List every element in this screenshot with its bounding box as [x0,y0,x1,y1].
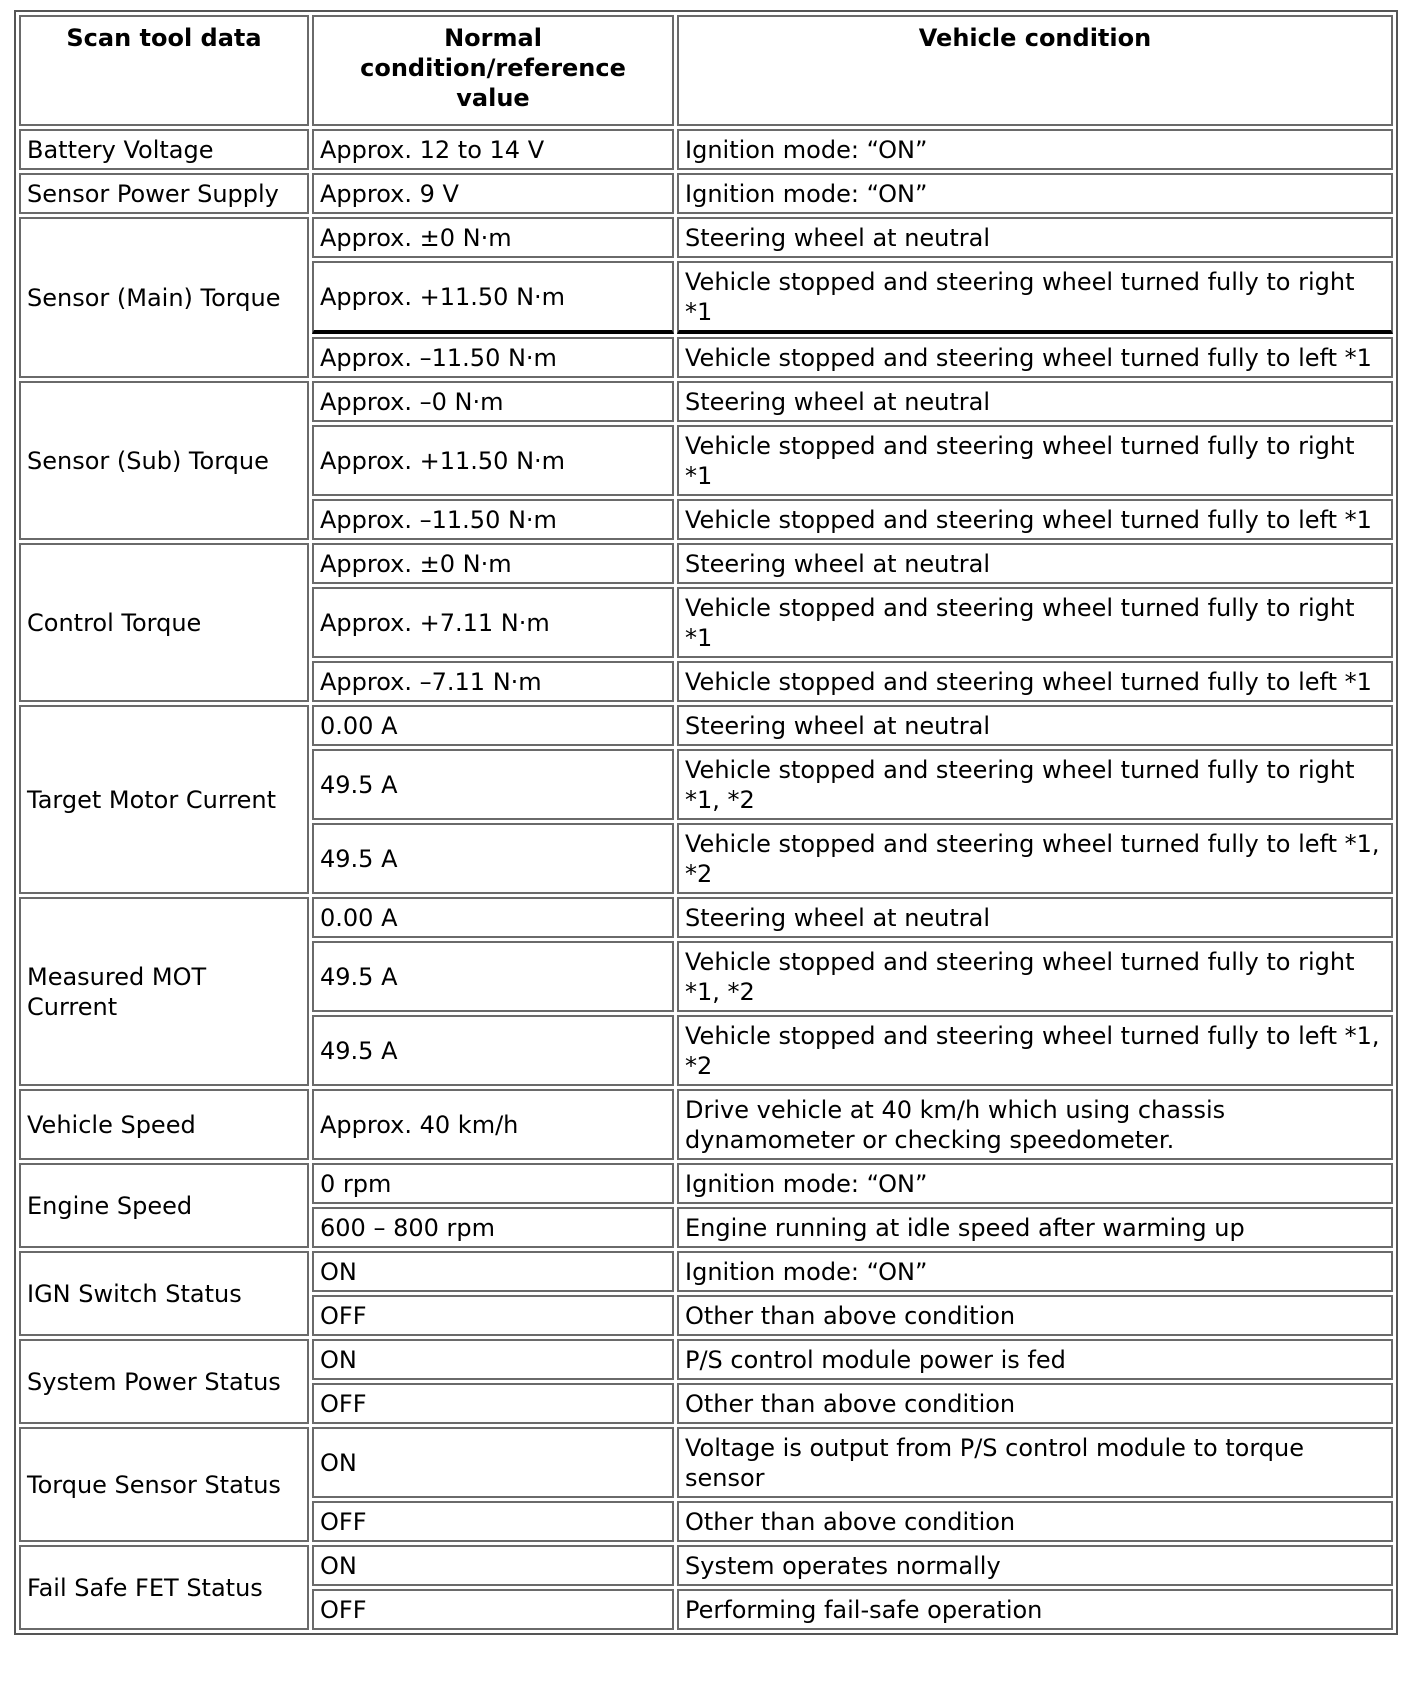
vehicle-condition: Drive vehicle at 40 km/h which using chassis dynamometer or checking speedometer. [677,1089,1393,1160]
table-row [19,217,1393,258]
header-scan-tool-data: Scan tool data [19,15,309,126]
reference-value: OFF [312,1383,674,1424]
vehicle-condition: Vehicle stopped and steering wheel turned fully to left *1, *2 [677,1015,1393,1086]
vehicle-condition: Vehicle stopped and steering wheel turned fully to left *1 [677,499,1393,540]
vehicle-condition: Ignition mode: “ON” [677,129,1393,170]
table-row [19,1427,1393,1498]
scan-item-name: Sensor (Sub) Torque [19,381,309,540]
scan-item-name: System Power Status [19,1339,309,1424]
scan-item-name: Battery Voltage [19,129,309,170]
table-row [19,381,1393,422]
table-row [19,1089,1393,1160]
table-row [19,1251,1393,1292]
scan-item-name: Fail Safe FET Status [19,1545,309,1630]
vehicle-condition: Vehicle stopped and steering wheel turned fully to right *1 [677,587,1393,658]
reference-value: Approx. +11.50 N·m [312,425,674,496]
scan-item-name: Target Motor Current [19,705,309,894]
table-row [19,173,1393,214]
vehicle-condition: Steering wheel at neutral [677,897,1393,938]
reference-value: ON [312,1251,674,1292]
reference-value: Approx. –11.50 N·m [312,499,674,540]
table-row [19,1339,1393,1380]
vehicle-condition: Steering wheel at neutral [677,381,1393,422]
vehicle-condition: Steering wheel at neutral [677,217,1393,258]
vehicle-condition: Performing fail-safe operation [677,1589,1393,1630]
table-body [19,129,1393,1630]
header-vehicle-condition: Vehicle condition [677,15,1393,126]
vehicle-condition: Other than above condition [677,1501,1393,1542]
reference-value: Approx. ±0 N·m [312,217,674,258]
table-row [19,1163,1393,1204]
reference-value: 0 rpm [312,1163,674,1204]
scan-item-name: Control Torque [19,543,309,702]
reference-value: 49.5 A [312,823,674,894]
reference-value: OFF [312,1501,674,1542]
table-row [19,1545,1393,1586]
reference-value: Approx. 12 to 14 V [312,129,674,170]
vehicle-condition: Vehicle stopped and steering wheel turned fully to left *1 [677,337,1393,378]
vehicle-condition: Vehicle stopped and steering wheel turned fully to right *1 [677,425,1393,496]
vehicle-condition: Voltage is output from P/S control module to torque sensor [677,1427,1393,1498]
vehicle-condition: Other than above condition [677,1383,1393,1424]
reference-value: Approx. +7.11 N·m [312,587,674,658]
vehicle-condition: P/S control module power is fed [677,1339,1393,1380]
reference-value: ON [312,1545,674,1586]
vehicle-condition: System operates normally [677,1545,1393,1586]
reference-value: Approx. –11.50 N·m [312,337,674,378]
reference-value: 49.5 A [312,749,674,820]
scan-item-name: Engine Speed [19,1163,309,1248]
vehicle-condition: Vehicle stopped and steering wheel turned fully to right *1, *2 [677,941,1393,1012]
reference-value: 49.5 A [312,1015,674,1086]
scan-item-name: Sensor (Main) Torque [19,217,309,378]
vehicle-condition: Vehicle stopped and steering wheel turned fully to left *1 [677,661,1393,702]
reference-value: 49.5 A [312,941,674,1012]
table-row [19,897,1393,938]
scan-item-name: Sensor Power Supply [19,173,309,214]
reference-value: OFF [312,1295,674,1336]
scan-item-name: Torque Sensor Status [19,1427,309,1542]
scan-item-name: Vehicle Speed [19,1089,309,1160]
reference-value: 600 – 800 rpm [312,1207,674,1248]
vehicle-condition: Ignition mode: “ON” [677,1251,1393,1292]
scan-tool-data-table [14,10,1398,1635]
scan-item-name: IGN Switch Status [19,1251,309,1336]
table-row [19,129,1393,170]
reference-value: ON [312,1427,674,1498]
vehicle-condition: Other than above condition [677,1295,1393,1336]
reference-value: Approx. 40 km/h [312,1089,674,1160]
vehicle-condition: Steering wheel at neutral [677,705,1393,746]
header-row [19,15,1393,126]
reference-value: Approx. 9 V [312,173,674,214]
reference-value: 0.00 A [312,705,674,746]
reference-value: 0.00 A [312,897,674,938]
reference-value: OFF [312,1589,674,1630]
table-row [19,543,1393,584]
vehicle-condition: Vehicle stopped and steering wheel turned fully to right *1, *2 [677,749,1393,820]
reference-value: Approx. +11.50 N·m [312,261,674,334]
header-normal-condition: Normal condition/reference value [312,15,674,126]
vehicle-condition: Vehicle stopped and steering wheel turned fully to left *1, *2 [677,823,1393,894]
reference-value: ON [312,1339,674,1380]
vehicle-condition: Vehicle stopped and steering wheel turned fully to right *1 [677,261,1393,334]
table-row [19,705,1393,746]
reference-value: Approx. –7.11 N·m [312,661,674,702]
vehicle-condition: Steering wheel at neutral [677,543,1393,584]
scan-item-name: Measured MOT Current [19,897,309,1086]
reference-value: Approx. ±0 N·m [312,543,674,584]
vehicle-condition: Ignition mode: “ON” [677,173,1393,214]
vehicle-condition: Ignition mode: “ON” [677,1163,1393,1204]
reference-value: Approx. –0 N·m [312,381,674,422]
vehicle-condition: Engine running at idle speed after warming up [677,1207,1393,1248]
